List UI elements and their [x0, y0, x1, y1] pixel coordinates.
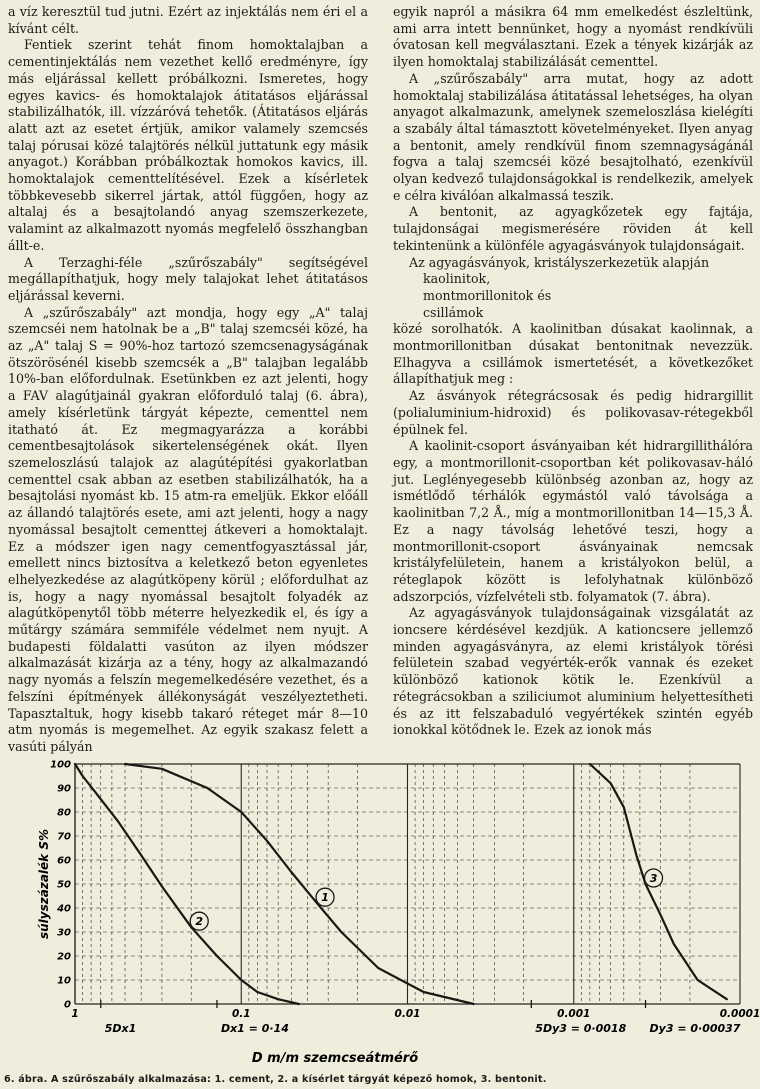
paragraph: A Terzaghi-féle „szűrőszabály" segítségével megállapíthatjuk, hogy mely talajokat lehet átitatásos eljárással keverni.	[8, 254, 368, 303]
y-tick-label: 60	[57, 855, 71, 867]
paragraph: A kaolinit-csoport ásványaiban két hidrargillithálóra egy, a montmorillonit-csoportban két polikovasav-háló jut. Leglényegesebb különbség azonban az, hogy az ismétlődő térhálók egymástól való távolsága a kaolinitban 7,2 Å., míg a montmorillonitban 14—15,3 Å. Ez a nagy távolság lehetővé teszi, hogy a montmorillonit-csoport ásványainak nemcsak kristályfelületein, hanem a kristályokon belül, a réteglapok között is lefolyhatnak különböző adszorpciós, vízfelvételi stb. folyamatok (7. ábra).	[393, 438, 753, 604]
list-item: csillámok	[423, 304, 484, 320]
paragraph: Fentiek szerint tehát finom homoktalajban a cementinjektálás nem vezethet kellő eredményre, így más eljárással kellett próbálkozni. Ismeretes, hogy egyes kavics- és homoktalajok átitatásos eljárással stabilizálhatók, ill. vízzáróvá tehetők. (Átitatásos eljárás alatt azt az esetet értjük, amikor valamely szemcsés talaj pórusai közé talajtörés nélkül juttatunk egy másik anyagot.) Korábban próbálkoztak homokos kavics, ill. homoktalajok cementtelítésével. Ezek a kísérletek többkevesebb sikerrel jártak, attól függően, hogy az altalaj és a besajtolandó anyag szemszerkezete, valamint az alkalmazott nyomás megfelelő összhangban állt-e.	[8, 37, 368, 253]
figure-caption: 6. ábra. A szűrőszabály alkalmazása: 1. cement, 2. a kísérlet tárgyát képező homok, 3. bentonit.	[4, 1074, 547, 1085]
y-tick-label: 100	[50, 759, 71, 771]
list-item: montmorillonitok és	[423, 287, 552, 303]
list-item: kaolinitok,	[423, 271, 491, 287]
marker-label: Dy3 = 0·00037	[649, 1022, 741, 1035]
x-tick-label: 0.01	[394, 1008, 421, 1020]
paragraph: Az ásványok rétegrácsosak és pedig hidrargillit (polialuminium-hidroxid) és polikovasav-rétegekből épülnek fel.	[393, 388, 753, 437]
x-axis-label: D m/m szemcseátmérő	[251, 1051, 419, 1066]
y-axis-label: súlyszázalék S%	[37, 828, 51, 940]
y-tick-label: 10	[57, 975, 71, 987]
marker-label: 5Dy3 = 0·0018	[535, 1022, 627, 1035]
paragraph: Az agyagásványok tulajdonságainak vizsgálatát az ioncsere kérdésével kezdjük. A kationcsere jellemző minden agyagásványra, az elemi kristályok törési felületein szabad vegyérték-erők vannak és ezeket különböző kationok kötik le. Ezenkívül a rétegrácsokban a sziliciumot aluminium helyettesítheti és az itt felszabaduló vegyértékek szintén egyéb ionokkal kötődnek le. Ezek az ionok más	[393, 605, 753, 738]
paragraph: A „szűrőszabály" azt mondja, hogy egy „A" talaj szemcséi nem hatolnak be a „B" talaj szemcséi közé, ha az „A" talaj S = 90%-hoz tartozó szemcsenagyságának ötszörösénél kisebb szemcsék a „B" talajban legalább 10%-ban előfordulnak. Esetünkben ez azt jelenti, hogy a FAV alagútjainál gyakran előforduló talaj (6. ábra), amely kísérletünk tárgyát képezte, cementtel nem itatható át. Ez megmagyarázza a korábbi cementbesajtolások sikertelenségének okát. Ilyen szemeloszlású talajok az alagútépítési gyakorlatban cementtel csak abban az esetben stabilizálhatók, ha a besajtolási nyomást kb. 15 atm-ra emeljük. Ekkor előáll az állandó talajtörés esete, ami azt jelenti, hogy a nagy nyomással besajtolt cementtej átkeveri a homoktalajt. Ez a módszer igen nagy cementfogyasztással jár, emellett nincs biztosítva a keletkező beton egyenletes elhelyezkedése az alagútköpeny körül ; előfordulhat az is, hogy a nagy nyomással besajtolt folyadék az alagútköpenytől több méterre helyezkedik el, és így a műtárgy számára semmiféle védelmet nem nyujt. A budapesti földalatti vasúton az ilyen módszer alkalmazását kizárja az a tény, hogy az alkalmazandó nagy nyomás a felszín megemelkedésére vezethet, és a felszíni építmények állékonyságát veszélyeztetheti. Tapasztaltuk, hogy kisebb takaró réteget már 8—10 atm nyomás is megemelhet. Az egyik szakasz felett a vasúti pályán	[8, 304, 368, 754]
x-tick-label: 0.0001	[719, 1008, 760, 1020]
x-tick-label: 0.1	[231, 1008, 251, 1020]
grain-size-chart	[0, 752, 760, 1074]
text-column-right	[393, 4, 753, 739]
y-tick-label: 80	[57, 807, 71, 819]
y-tick-label: 20	[57, 951, 71, 963]
marker-label: Dx1 = 0·14	[220, 1022, 289, 1035]
y-tick-label: 50	[57, 879, 71, 891]
y-tick-label: 0	[64, 999, 71, 1011]
paragraph: Az agyagásványok, kristályszerkezetük alapján	[409, 254, 710, 270]
mineral-list	[393, 271, 753, 321]
y-tick-label: 90	[57, 783, 71, 795]
x-tick-label: 0.001	[557, 1008, 591, 1020]
series-label: 2	[195, 915, 204, 929]
y-tick-label: 40	[57, 903, 71, 915]
y-tick-label: 70	[57, 831, 71, 843]
paragraph: A bentonit, az agyagkőzetek egy fajtája, tulajdonságai megismerésére röviden át kell tekintenünk a különféle agyagásványok tulajdonságait.	[393, 204, 753, 253]
paragraph: közé sorolhatók. A kaolinitban dúsakat kaolinnak, a montmorillonitban dúsakat bentonitnak nevezzük. Elhagyva a csillámok ismertetését, a következőket állapíthatjuk meg :	[393, 321, 753, 387]
paragraph: egyik napról a másikra 64 mm emelkedést észleltünk, ami arra intett bennünket, hogy a nyomást rendkívüli óvatosan kell megválasztani. Ezek a tények kizárják az ilyen homoktalaj stabilizálását cementtel.	[393, 4, 753, 70]
marker-label: 5Dx1	[104, 1022, 137, 1035]
series-label: 1	[321, 891, 329, 905]
paragraph: a víz keresztül tud jutni. Ezért az injektálás nem éri el a kívánt célt.	[8, 4, 368, 36]
text-column-left	[8, 4, 368, 756]
paragraph: A „szűrőszabály" arra mutat, hogy az adott homoktalaj stabilizálása átitatással lehetséges, ha olyan anyagot alkalmazunk, amelynek szemeloszlása kielégíti a szabály által támasztott követelményeket. Ilyen anyag a bentonit, amely rendkívül finom szemnagyságánál fogva a talaj szemcséi közé besajtolható, ezenkívül olyan kedvező tulajdonságokkal is rendelkezik, amelyek e célra kiválóan alkalmassá teszik.	[393, 70, 753, 203]
series-label: 3	[649, 872, 658, 885]
x-tick-label: 1	[71, 1008, 79, 1020]
y-tick-label: 30	[57, 927, 71, 939]
